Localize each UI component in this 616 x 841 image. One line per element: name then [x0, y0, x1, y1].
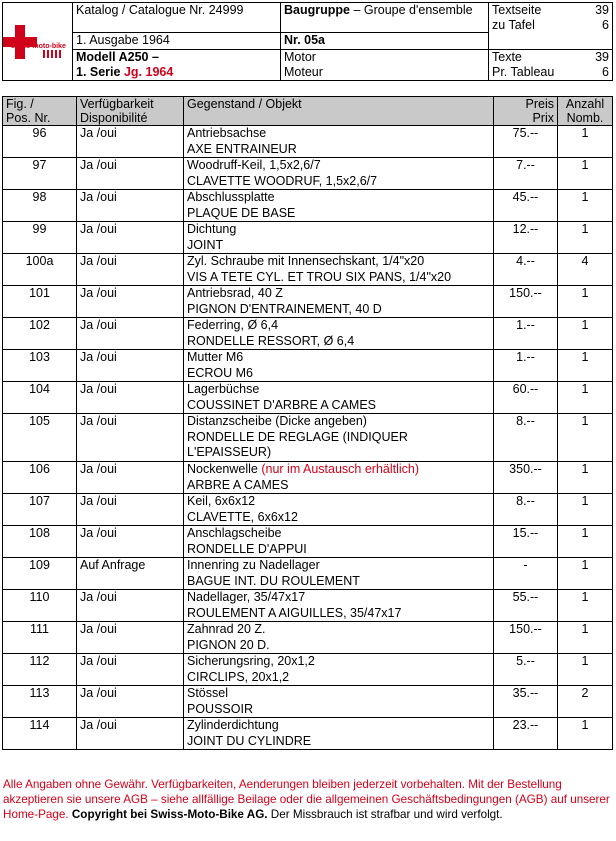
item-name-fr: JOINT DU CYLINDRE — [187, 733, 312, 748]
quantity-cell: 1 — [558, 350, 613, 382]
item-cell — [184, 622, 494, 654]
item-cell — [184, 494, 494, 526]
table-row — [3, 190, 613, 222]
item-name-fr: ECROU M6 — [187, 365, 253, 380]
quantity-cell: 1 — [558, 382, 613, 414]
model-info — [73, 50, 281, 81]
group-name — [281, 50, 489, 81]
price-cell: 150.-- — [494, 286, 558, 318]
parts-table-header — [3, 97, 613, 126]
item-name-de: Woodruff-Keil, 1,5x2,6/7 — [187, 158, 321, 172]
position-cell: 111 — [3, 622, 77, 654]
price-cell: 75.-- — [494, 126, 558, 158]
item-name-de: Zyl. Schraube mit Innensechskant, 1/4"x20 — [187, 254, 425, 268]
table-row — [3, 526, 613, 558]
table-row — [3, 558, 613, 590]
availability-cell: Ja /oui — [77, 462, 184, 494]
quantity-cell: 4 — [558, 254, 613, 286]
quantity-cell: 1 — [558, 414, 613, 462]
quantity-cell: 1 — [558, 654, 613, 686]
quantity-cell: 1 — [558, 126, 613, 158]
tableau-value: 6 — [602, 64, 609, 79]
item-name-fr: CLAVETTE WOODRUF, 1,5x2,6/7 — [187, 173, 378, 188]
position-cell: 99 — [3, 222, 77, 254]
position-cell: 110 — [3, 590, 77, 622]
misuse-notice: Der Missbrauch ist strafbar und wird verfolgt. — [267, 808, 503, 821]
item-cell — [184, 286, 494, 318]
item-name-fr: RONDELLE DE REGLAGE (INDIQUER L'EPAISSEUR) — [187, 429, 408, 459]
price-cell: 1.-- — [494, 318, 558, 350]
item-cell — [184, 462, 494, 494]
table-row — [3, 590, 613, 622]
position-cell: 108 — [3, 526, 77, 558]
position-cell: 106 — [3, 462, 77, 494]
item-name-fr: RONDELLE RESSORT, Ø 6,4 — [187, 333, 355, 348]
price-cell: 60.-- — [494, 382, 558, 414]
copyright: Copyright bei Swiss-Moto-Bike AG. — [71, 808, 268, 821]
table-row — [3, 686, 613, 718]
item-name-fr: COUSSINET D'ARBRE A CAMES — [187, 397, 377, 412]
quantity-cell: 1 — [558, 718, 613, 750]
item-name-fr: CIRCLIPS, 20x1,2 — [187, 669, 290, 684]
price-cell: 150.-- — [494, 622, 558, 654]
item-name-fr: VIS A TETE CYL. ET TROU SIX PANS, 1/4"x20 — [187, 269, 452, 284]
table-row — [3, 494, 613, 526]
price-cell: 35.-- — [494, 686, 558, 718]
logo-cell — [3, 3, 73, 81]
model-line-1: Modell A250 – — [76, 50, 159, 64]
disclaimer-text: Alle Angaben ohne Gewähr. Verfügbarkeiten, Aenderungen bleiben jederzeit vorbehalten. Mit der Bestellung akzeptieren sie unsere AGB – siehe allfällige Beilage oder die allgemeinen Geschäftsbedingungen (AGB) auf unserer Home-Page. — [3, 778, 610, 821]
availability-cell: Ja /oui — [77, 222, 184, 254]
item-name-de: Nadellager, 35/47x17 — [187, 590, 306, 604]
item-cell — [184, 654, 494, 686]
table-row — [3, 462, 613, 494]
availability-cell: Ja /oui — [77, 126, 184, 158]
group-label-bold: Baugruppe — [284, 3, 350, 17]
table-row — [3, 382, 613, 414]
position-cell: 113 — [3, 686, 77, 718]
table-row — [3, 222, 613, 254]
item-name-de: Innenring zu Nadellager — [187, 558, 320, 572]
availability-cell: Ja /oui — [77, 494, 184, 526]
position-cell: 100a — [3, 254, 77, 286]
availability-cell: Ja /oui — [77, 318, 184, 350]
texte-label: Texte — [492, 50, 522, 64]
price-cell: 45.-- — [494, 190, 558, 222]
logo-text: swiss-moto-bike — [11, 42, 66, 50]
price-cell: 350.-- — [494, 462, 558, 494]
group-name-de: Motor — [284, 50, 316, 64]
group-name-fr: Moteur — [284, 64, 323, 79]
table-row — [3, 654, 613, 686]
availability-cell: Ja /oui — [77, 190, 184, 222]
position-cell: 101 — [3, 286, 77, 318]
item-cell — [184, 414, 494, 462]
availability-cell: Auf Anfrage — [77, 558, 184, 590]
table-row — [3, 350, 613, 382]
item-cell — [184, 382, 494, 414]
availability-cell: Ja /oui — [77, 654, 184, 686]
quantity-cell: 1 — [558, 558, 613, 590]
col-availability: Verfügbarkeit Disponibilité — [77, 97, 184, 126]
item-name-de: Zylinderdichtung — [187, 718, 279, 732]
price-cell: 23.-- — [494, 718, 558, 750]
item-name-fr: ARBRE A CAMES — [187, 477, 289, 492]
disclaimer — [3, 777, 613, 822]
item-name-de: Antriebsrad, 40 Z — [187, 286, 283, 300]
table-row — [3, 286, 613, 318]
table-row — [3, 126, 613, 158]
tableau-label: Pr. Tableau — [492, 64, 555, 79]
item-name-de: Stössel — [187, 686, 228, 700]
col-item: Gegenstand / Objekt — [184, 97, 494, 126]
item-cell — [184, 526, 494, 558]
availability-cell: Ja /oui — [77, 590, 184, 622]
table-row — [3, 318, 613, 350]
item-cell — [184, 158, 494, 190]
position-cell: 112 — [3, 654, 77, 686]
quantity-cell: 1 — [558, 622, 613, 654]
availability-cell: Ja /oui — [77, 622, 184, 654]
table-row — [3, 254, 613, 286]
quantity-cell: 1 — [558, 190, 613, 222]
item-name-de: Distanzscheibe (Dicke angeben) — [187, 414, 367, 428]
price-cell: 1.-- — [494, 350, 558, 382]
textseite-label: Textseite — [492, 3, 542, 17]
item-cell — [184, 350, 494, 382]
item-cell — [184, 126, 494, 158]
position-cell: 98 — [3, 190, 77, 222]
item-name-fr: PIGNON 20 D. — [187, 637, 270, 652]
quantity-cell: 1 — [558, 158, 613, 190]
availability-cell: Ja /oui — [77, 414, 184, 462]
item-cell — [184, 558, 494, 590]
availability-cell: Ja /oui — [77, 526, 184, 558]
item-name-de: Nockenwelle — [187, 462, 262, 476]
item-name-fr: RONDELLE D'APPUI — [187, 541, 307, 556]
position-cell: 114 — [3, 718, 77, 750]
availability-cell: Ja /oui — [77, 350, 184, 382]
quantity-cell: 1 — [558, 494, 613, 526]
availability-cell: Ja /oui — [77, 718, 184, 750]
col-price: Preis Prix — [494, 97, 558, 126]
item-cell — [184, 254, 494, 286]
quantity-cell: 1 — [558, 222, 613, 254]
item-name-de: Lagerbüchse — [187, 382, 260, 396]
availability-cell: Ja /oui — [77, 286, 184, 318]
catalog-header — [2, 2, 613, 81]
price-cell: 15.-- — [494, 526, 558, 558]
parts-table — [2, 96, 613, 750]
price-cell: 55.-- — [494, 590, 558, 622]
item-cell — [184, 318, 494, 350]
quantity-cell: 1 — [558, 526, 613, 558]
price-cell: 4.-- — [494, 254, 558, 286]
item-cell — [184, 686, 494, 718]
edition: 1. Ausgabe 1964 — [73, 33, 281, 50]
item-name-de: Anschlagscheibe — [187, 526, 282, 540]
table-info — [489, 50, 613, 81]
col-position: Fig. / Pos. Nr. — [3, 97, 77, 126]
item-name-fr: POUSSOIR — [187, 701, 253, 716]
item-name-fr: AXE ENTRAINEUR — [187, 141, 297, 156]
price-cell: 7.-- — [494, 158, 558, 190]
position-cell: 96 — [3, 126, 77, 158]
textseite-value: 39 — [595, 3, 609, 17]
position-cell: 107 — [3, 494, 77, 526]
group-label-rest: – Groupe d'ensemble — [349, 3, 473, 17]
item-name-de: Sicherungsring, 20x1,2 — [187, 654, 315, 668]
availability-cell: Ja /oui — [77, 254, 184, 286]
price-cell: 8.-- — [494, 414, 558, 462]
quantity-cell: 2 — [558, 686, 613, 718]
price-cell: 8.-- — [494, 494, 558, 526]
item-name-fr: CLAVETTE, 6x6x12 — [187, 509, 298, 524]
price-cell: 5.-- — [494, 654, 558, 686]
item-cell — [184, 190, 494, 222]
item-name-fr: JOINT — [187, 237, 224, 252]
position-cell: 104 — [3, 382, 77, 414]
item-name-de: Abschlussplatte — [187, 190, 275, 204]
availability-cell: Ja /oui — [77, 686, 184, 718]
table-row — [3, 718, 613, 750]
swiss-moto-bike-logo — [3, 13, 65, 71]
zu-tafel-label: zu Tafel — [492, 17, 535, 32]
col-quantity: Anzahl Nomb. — [558, 97, 613, 126]
price-cell: 12.-- — [494, 222, 558, 254]
model-year: Jg. 1964 — [123, 64, 174, 79]
zu-tafel-value: 6 — [602, 17, 609, 32]
quantity-cell: 1 — [558, 286, 613, 318]
table-row — [3, 158, 613, 190]
quantity-cell: 1 — [558, 462, 613, 494]
item-cell — [184, 718, 494, 750]
catalog-number: Katalog / Catalogue Nr. 24999 — [73, 3, 281, 33]
table-row — [3, 622, 613, 654]
price-cell: - — [494, 558, 558, 590]
quantity-cell: 1 — [558, 318, 613, 350]
position-cell: 105 — [3, 414, 77, 462]
position-cell: 109 — [3, 558, 77, 590]
availability-cell: Ja /oui — [77, 382, 184, 414]
texte-value: 39 — [595, 50, 609, 64]
item-name-de: Zahnrad 20 Z. — [187, 622, 266, 636]
item-name-de: Mutter M6 — [187, 350, 244, 364]
item-name-de: Antriebsachse — [187, 126, 267, 140]
item-name-de: Federring, Ø 6,4 — [187, 318, 279, 332]
position-cell: 97 — [3, 158, 77, 190]
position-cell: 103 — [3, 350, 77, 382]
availability-cell: Ja /oui — [77, 158, 184, 190]
logo-stripes-icon — [43, 50, 61, 58]
text-page-info — [489, 3, 613, 50]
item-name-fr: BAGUE INT. DU ROULEMENT — [187, 573, 360, 588]
item-note: (nur im Austausch erhältlich) — [261, 462, 420, 476]
item-name-fr: PLAQUE DE BASE — [187, 205, 296, 220]
model-line-2: 1. Serie — [76, 64, 124, 79]
item-name-fr: PIGNON D'ENTRAINEMENT, 40 D — [187, 301, 382, 316]
item-name-de: Dichtung — [187, 222, 237, 236]
item-name-de: Keil, 6x6x12 — [187, 494, 256, 508]
item-name-fr: ROULEMENT A AIGUILLES, 35/47x17 — [187, 605, 402, 620]
item-cell — [184, 590, 494, 622]
table-row — [3, 414, 613, 462]
item-cell — [184, 222, 494, 254]
group-number: Nr. 05a — [281, 33, 489, 50]
group-label — [281, 3, 489, 33]
position-cell: 102 — [3, 318, 77, 350]
quantity-cell: 1 — [558, 590, 613, 622]
